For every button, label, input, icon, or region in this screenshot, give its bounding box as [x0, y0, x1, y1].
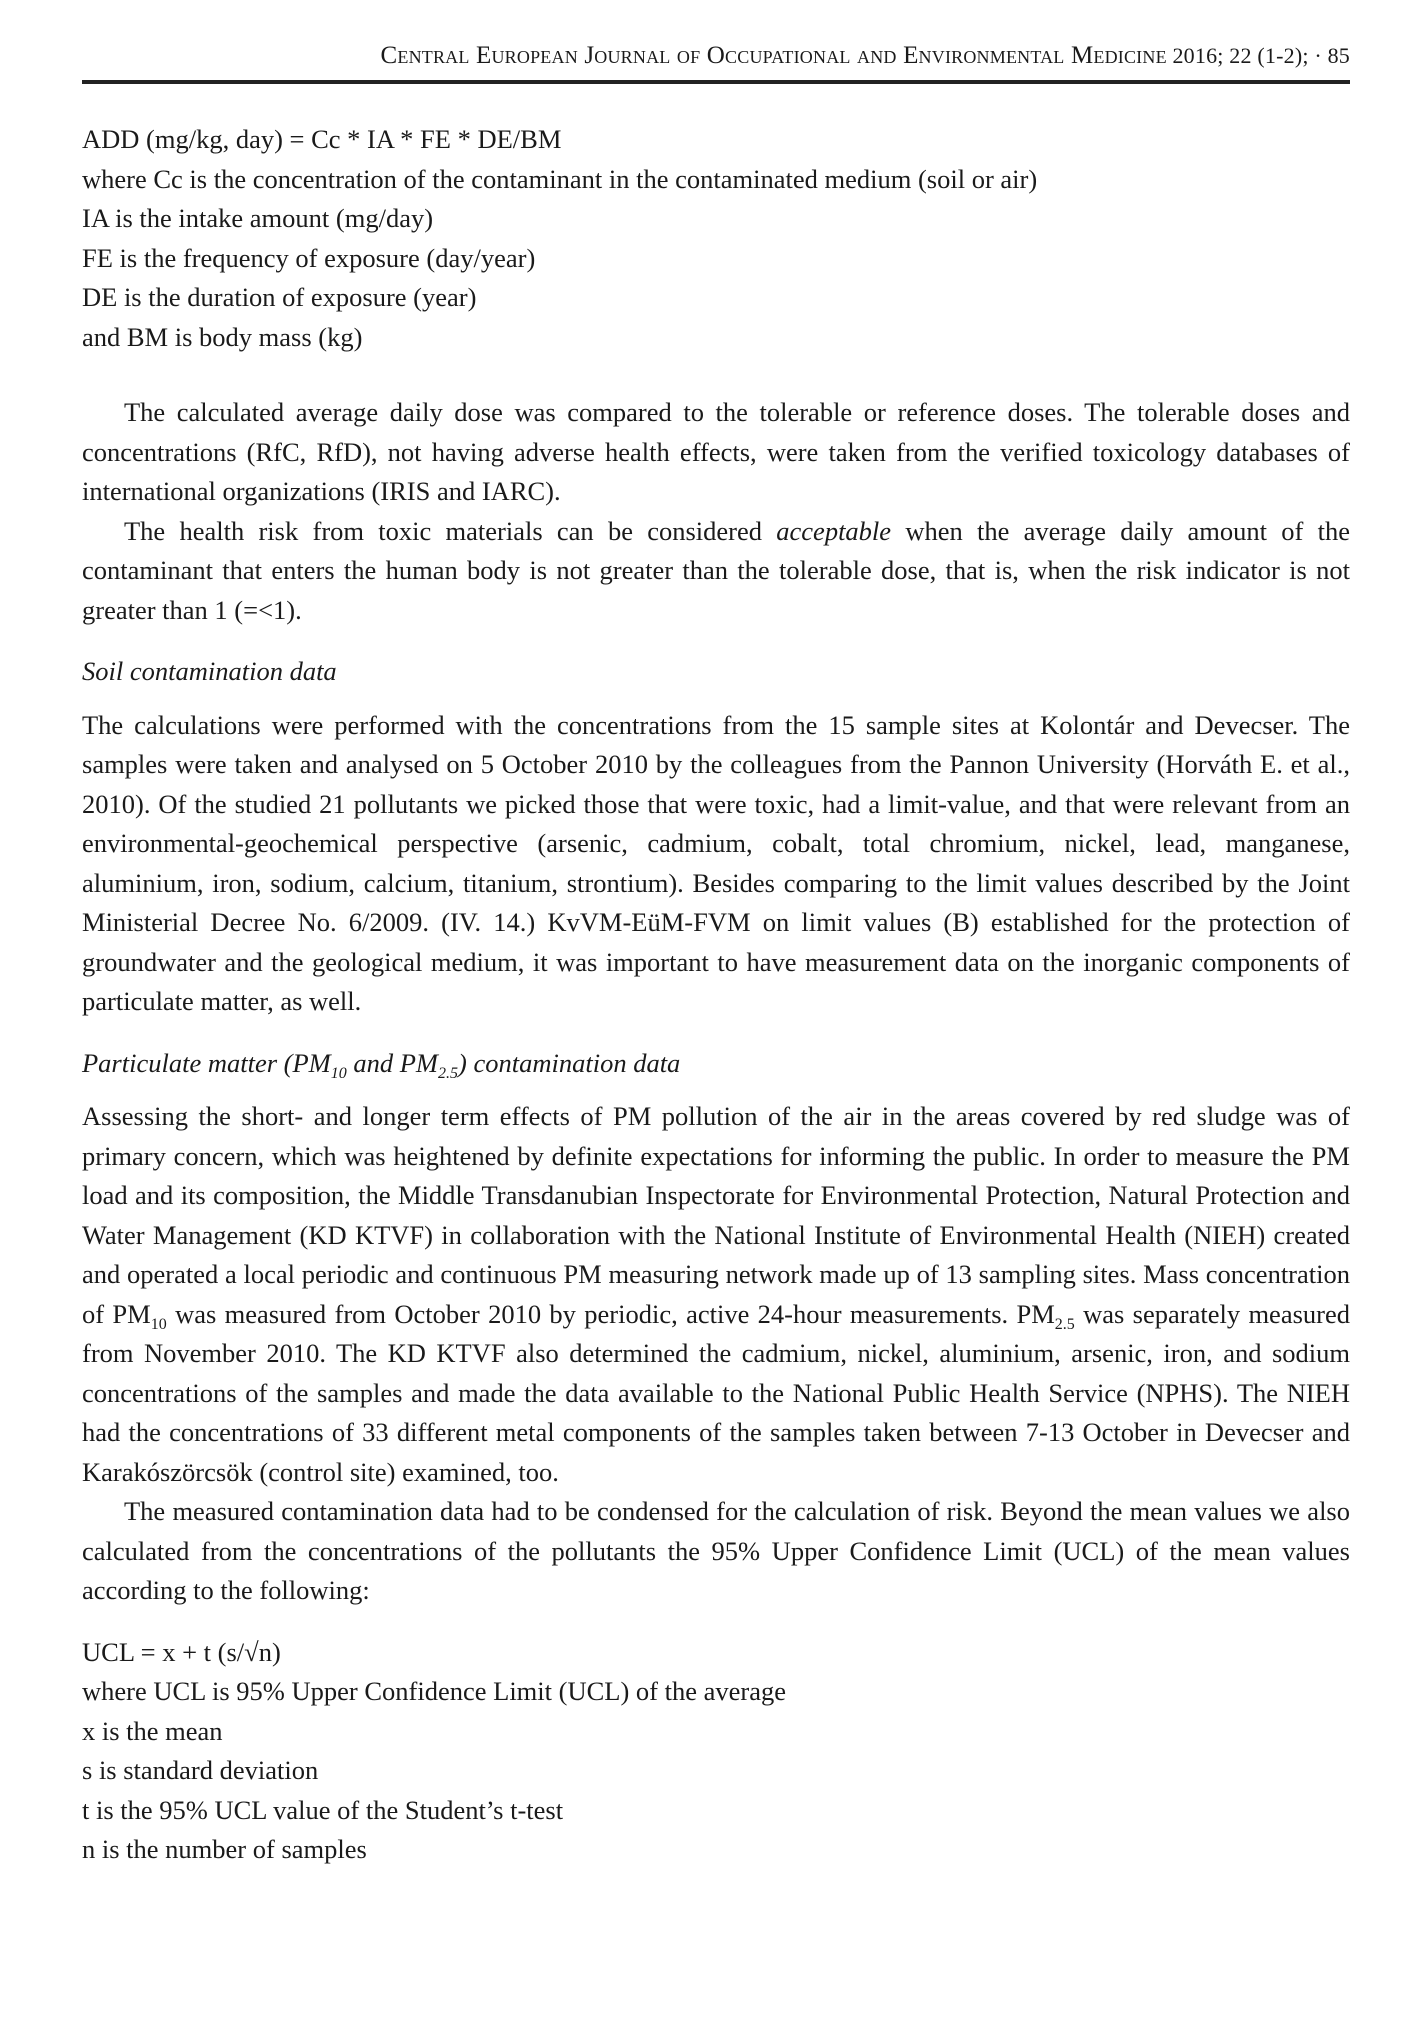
paragraph-ucl-intro: The measured contamination data had to be condensed for the calculation of risk. Beyond the mean values we also calculated from the concentrations of the pollutants the 95% Upper Confidence Limit (UCL) of the mean values according to the following: [82, 1496, 1350, 1605]
journal-title: Central European Journal of Occupational and Environmental Medicine [380, 42, 1167, 69]
add-definition: where Cc is the concentration of the contaminant in the contaminated medium (soil or air) [82, 163, 1038, 194]
add-definition: FE is the frequency of exposure (day/year) [82, 242, 536, 273]
article-body [82, 120, 1350, 1870]
add-equation: ADD (mg/kg, day) = Cc * IA * FE * DE/BM [82, 124, 562, 154]
add-definition: IA is the intake amount (mg/day) [82, 203, 434, 233]
emphasis-acceptable: acceptable [776, 515, 892, 546]
paragraph-pm-network: Assessing the short- and longer term effects of PM pollution of the air in the areas covered by red sludge was of primary concern, which was heightened by definite expectations for informing the public. In order to measure the PM load and its composition, the Middle Transdanubian Inspectorate for Environmental Protection, Natural Protection and Water Management (KD KTVF) in collaboration with the National Institute of Environmental Health (NIEH) created and operated a local periodic and continuous PM measuring network made up of 13 sampling sites. Mass concentration of $PM_{10}$ was measured from October 2010 by periodic, active 24-hour measurements. $PM_{2.5}$ was separately measured from November 2010. The KD KTVF also determined the cadmium, nickel, aluminium, arsenic, iron, and sodium concentrations of the samples and made the data available to the National Public Health Service (NPHS). The NIEH had the concentrations of 33 different metal components of the samples taken between 7-13 October in Devecser and Karakószörcsök (control site) examined, too. [82, 1101, 1350, 1487]
paragraph-tolerable-doses: The calculated average daily dose was compared to the tolerable or reference doses. The tolerable doses and concentrations (RfC, RfD), not having adverse health effects, were taken from the verified toxicology databases of international organizations (IRIS and IARC). [82, 397, 1350, 506]
section-heading-pm: Particulate matter ($PM_{10}$ and $PM_{2.5}$) contamination data [82, 1047, 681, 1082]
add-formula-block [82, 120, 1350, 357]
ucl-equation: UCL = x + t (s/√n) [82, 1636, 281, 1667]
paragraph-acceptable-risk: The health risk from toxic materials can be considered acceptable when the average daily amount of the contaminant that enters the human body is not greater than the tolerable dose, that is, when the risk indicator is not greater than 1 (=<1). [82, 515, 1350, 625]
add-definition: and BM is body mass (kg) [82, 321, 363, 352]
running-header [82, 40, 1350, 84]
ucl-definition: where UCL is 95% Upper Confidence Limit (UCL) of the average [82, 1676, 786, 1706]
ucl-formula-block [82, 1633, 1350, 1870]
ucl-definition: n is the number of samples [82, 1834, 367, 1864]
add-definition: DE is the duration of exposure (year) [82, 282, 477, 312]
header-text [381, 42, 1351, 70]
ucl-definition: s is standard deviation [82, 1755, 319, 1785]
section-heading-soil: Soil contamination data [82, 656, 337, 686]
citation: 2016; 22 (1-2); · 85 [1172, 43, 1350, 68]
paragraph-soil-data: The calculations were performed with the concentrations from the 15 sample sites at Kolontár and Devecser. The samples were taken and analysed on 5 October 2010 by the colleagues from the Pannon University (Horváth E. et al., 2010). Of the studied 21 pollutants we picked those that were toxic, had a limit-value, and that were relevant from an environmental-geochemical perspective (arsenic, cadmium, cobalt, total chromium, nickel, lead, manganese, aluminium, iron, sodium, calcium, titanium, strontium). Besides comparing to the limit values described by the Joint Ministerial Decree No. 6/2009. (IV. 14.) KvVM-EüM-FVM on limit values (B) established for the protection of groundwater and the geological medium, it was important to have measurement data on the inorganic components of particulate matter, as well. [82, 709, 1350, 1016]
ucl-definition: t is the 95% UCL value of the Student’s t-test [82, 1794, 564, 1825]
ucl-definition: x is the mean [82, 1715, 223, 1746]
